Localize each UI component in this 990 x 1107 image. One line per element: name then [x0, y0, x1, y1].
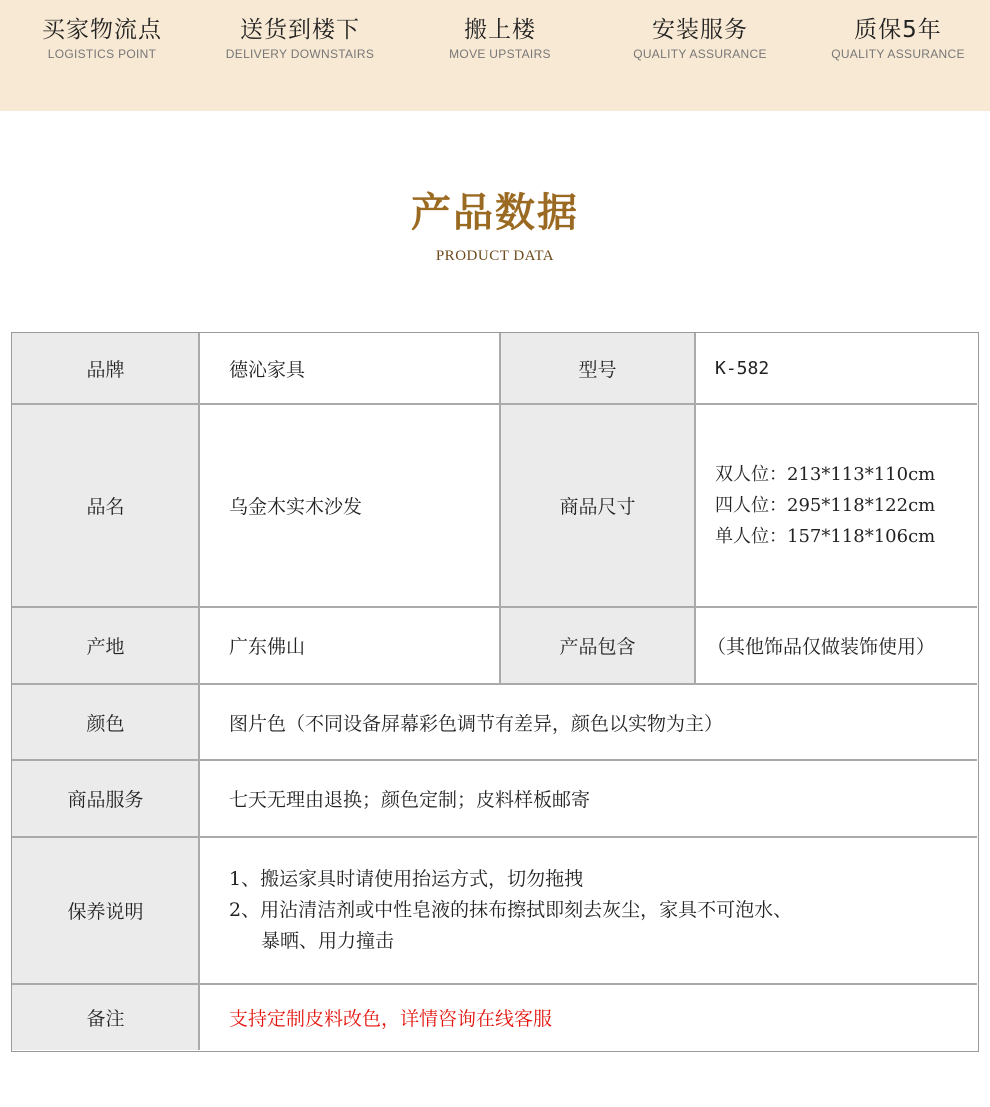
size-four-seat: 四人位：295*118*122cm [715, 495, 936, 516]
table-divider [12, 983, 977, 985]
service-subtitle: QUALITY ASSURANCE [633, 47, 767, 61]
table-divider [12, 759, 977, 761]
care-instructions [199, 837, 977, 984]
care-item-2: 2、用沾清洁剂或中性皂液的抹布擦拭即刻去灰尘，家具不可泡水、 [229, 899, 793, 921]
note-value: 支持定制皮料改色，详情咨询在线客服 [199, 984, 977, 1050]
size-double-seat: 双人位：213*113*110cm [715, 464, 936, 485]
color-label: 颜色 [12, 684, 199, 760]
service-move-upstairs [400, 14, 600, 62]
service-subtitle: MOVE UPSTAIRS [449, 47, 551, 61]
service-subtitle: LOGISTICS POINT [47, 47, 157, 61]
table-divider [12, 403, 977, 405]
service-warranty [798, 14, 990, 62]
service-label: 商品服务 [12, 760, 199, 837]
service-installation [600, 14, 800, 62]
service-title: 送货到楼下 [240, 17, 360, 43]
origin-label: 产地 [12, 607, 199, 684]
note-label: 备注 [12, 984, 199, 1050]
product-data-table [11, 332, 979, 1052]
table-divider [694, 333, 696, 684]
table-divider [12, 606, 977, 608]
color-value: 图片色（不同设备屏幕彩色调节有差异，颜色以实物为主） [199, 684, 977, 760]
service-banner [0, 0, 990, 111]
model-label: 型号 [500, 333, 695, 404]
table-divider [12, 683, 977, 685]
product-name-value: 乌金木实木沙发 [199, 404, 500, 607]
care-label: 保养说明 [12, 837, 199, 984]
package-contents-value: （其他饰品仅做装饰使用） [695, 607, 977, 684]
size-list [695, 404, 977, 607]
service-subtitle: DELIVERY DOWNSTAIRS [225, 47, 375, 61]
origin-value: 广东佛山 [199, 607, 500, 684]
service-title: 质保5年 [854, 17, 942, 43]
care-item-2-continued: 暴晒、用力撞击 [261, 930, 395, 952]
size-label: 商品尺寸 [500, 404, 695, 607]
model-value: K-582 [695, 333, 977, 404]
product-name-label: 品名 [12, 404, 199, 607]
service-title: 搬上楼 [464, 17, 536, 43]
package-contents-label: 产品包含 [500, 607, 695, 684]
table-divider [12, 836, 977, 838]
brand-label: 品牌 [12, 333, 199, 404]
section-subtitle: PRODUCT DATA [435, 248, 555, 264]
service-subtitle: QUALITY ASSURANCE [831, 47, 965, 61]
service-title: 买家物流点 [42, 17, 162, 43]
service-value: 七天无理由退换；颜色定制；皮料样板邮寄 [199, 760, 977, 837]
table-divider [198, 333, 200, 1050]
size-single-seat: 单人位：157*118*106cm [715, 526, 936, 547]
service-delivery-downstairs [200, 14, 400, 62]
section-title: 产品数据 [411, 189, 579, 236]
service-logistics-point [2, 14, 202, 62]
care-item-1: 1、搬运家具时请使用抬运方式，切勿拖拽 [229, 868, 584, 890]
service-title: 安装服务 [652, 17, 748, 43]
brand-value: 德沁家具 [199, 333, 500, 404]
table-divider [499, 333, 501, 684]
